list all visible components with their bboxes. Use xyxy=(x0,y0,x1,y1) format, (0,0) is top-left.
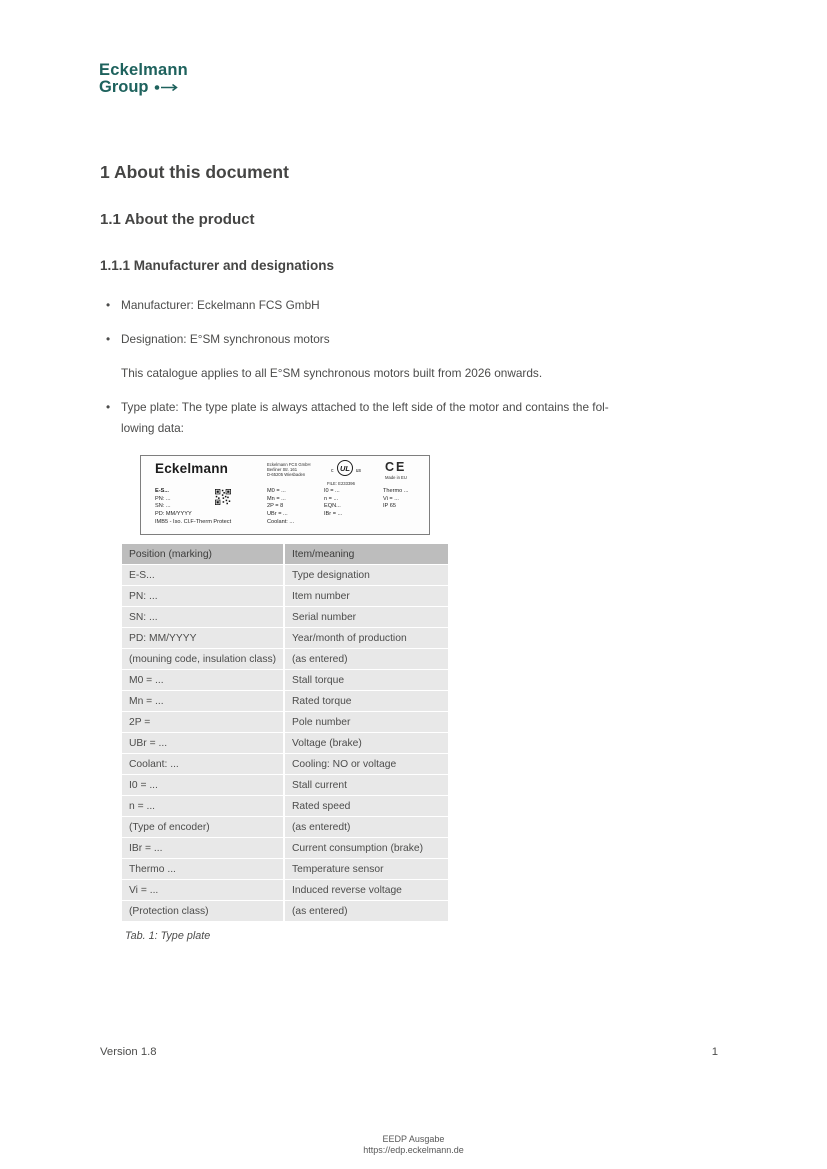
position-cell: Mn = ... xyxy=(122,691,285,711)
plate-field: n = ... xyxy=(324,495,339,502)
position-cell: IBr = ... xyxy=(122,838,285,858)
table-row xyxy=(122,712,448,732)
ce-mark-icon: CE xyxy=(385,460,407,474)
position-cell: SN: ... xyxy=(122,607,285,627)
plate-address xyxy=(267,462,311,478)
plate-address-line: D-65205 Wiesbaden xyxy=(267,472,306,478)
page-number: 1 xyxy=(711,1046,718,1058)
meaning-cell: Temperature sensor xyxy=(285,859,448,879)
plate-field: E-S... xyxy=(155,488,169,494)
meaning-cell: Type designation xyxy=(285,565,448,585)
table-caption: Tab. 1: Type plate xyxy=(125,930,211,942)
position-cell: 2P = xyxy=(122,712,285,732)
body-text xyxy=(100,295,718,452)
table-row xyxy=(122,796,448,816)
table-row xyxy=(122,733,448,753)
logo-brand-text: Eckelmann xyxy=(99,61,188,79)
position-cell: (Type of encoder) xyxy=(122,817,285,837)
meaning-cell: Item number xyxy=(285,586,448,606)
plate-field: I0 = ... xyxy=(324,488,340,494)
table-row xyxy=(122,649,448,669)
plate-col-4 xyxy=(383,488,431,527)
table-header-row xyxy=(122,544,448,564)
footer-version-text: Version 1.8 xyxy=(100,1046,157,1058)
table-row xyxy=(122,817,448,837)
position-cell: UBr = ... xyxy=(122,733,285,753)
stamp-url-text: https://edp.eckelmann.de xyxy=(363,1144,464,1155)
table-row xyxy=(122,754,448,774)
plate-field: Vi = ... xyxy=(383,495,399,502)
ul-logo-text: UL xyxy=(337,460,353,476)
meaning-cell: Rated torque xyxy=(285,691,448,711)
position-cell: E-S... xyxy=(122,565,285,585)
plate-field: Thermo ... xyxy=(383,488,409,494)
logo-arrow-icon xyxy=(154,83,180,92)
plate-brand-text: Eckelmann xyxy=(155,461,229,476)
type-plate-image xyxy=(140,455,430,535)
table-row xyxy=(122,880,448,900)
meaning-cell: (as entered) xyxy=(285,649,448,669)
plate-field: UBr = ... xyxy=(267,511,288,518)
plate-field: SN: ... xyxy=(155,503,171,510)
ul-file-number: FILE: E233396 xyxy=(327,481,355,486)
table-row xyxy=(122,901,448,921)
plate-field: PD: MM/YYYY xyxy=(155,511,192,518)
bullet-designation-text: Designation: E°SM synchronous motors xyxy=(121,332,330,346)
heading-about-the-product: 1.1 About the product xyxy=(100,211,255,228)
bullet-designation xyxy=(100,329,718,350)
position-cell: (mouning code, insulation class) xyxy=(122,649,285,669)
meaning-cell: (as entered) xyxy=(285,901,448,921)
heading-about-this-document: 1 About this document xyxy=(100,162,289,182)
ul-c-text: c xyxy=(331,468,334,474)
plate-field: M0 = ... xyxy=(267,488,286,494)
type-plate-data xyxy=(155,488,431,527)
meaning-cell: Serial number xyxy=(285,607,448,627)
meaning-cell: Stall current xyxy=(285,775,448,795)
bullet-manufacturer xyxy=(100,295,718,316)
plate-field: IBr = ... xyxy=(324,511,343,518)
catalogue-note-text: This catalogue applies to all E°SM synchronous motors built from 2026 onwards. xyxy=(121,366,543,380)
position-cell: PD: MM/YYYY xyxy=(122,628,285,648)
type-plate-table-body xyxy=(122,565,448,921)
position-cell: M0 = ... xyxy=(122,670,285,690)
meaning-cell: Cooling: NO or voltage xyxy=(285,754,448,774)
type-plate-table xyxy=(122,543,448,922)
plate-field: PN: ... xyxy=(155,495,171,502)
type-plate-text-line1: Type plate: The type plate is always attached to the left side of the motor and contains the fol- xyxy=(121,400,609,414)
plate-field: Mn = ... xyxy=(267,495,286,502)
table-row xyxy=(122,670,448,690)
ul-us-text: us xyxy=(355,468,361,474)
plate-col-3 xyxy=(324,488,383,527)
table-row xyxy=(122,838,448,858)
meaning-cell: (as enteredt) xyxy=(285,817,448,837)
table-row xyxy=(122,691,448,711)
plate-field: Coolant: ... xyxy=(267,518,295,525)
bullet-manufacturer-text: Manufacturer: Eckelmann FCS GmbH xyxy=(121,298,320,312)
position-cell: PN: ... xyxy=(122,586,285,606)
header-position-marking: Position (marking) xyxy=(122,544,285,564)
table-row xyxy=(122,628,448,648)
eckelmann-group-logo xyxy=(99,62,188,97)
bullet-type-plate xyxy=(100,397,718,439)
plate-field: EQN... xyxy=(324,503,341,510)
meaning-cell: Current consumption (brake) xyxy=(285,838,448,858)
heading-manufacturer-designations: 1.1.1 Manufacturer and designations xyxy=(100,258,335,273)
table-row xyxy=(122,859,448,879)
table-row xyxy=(122,775,448,795)
table-row xyxy=(122,586,448,606)
meaning-cell: Voltage (brake) xyxy=(285,733,448,753)
plate-col-2 xyxy=(267,488,324,527)
plate-field: IMB5 - Iso. Cl.F-Therm Protect xyxy=(155,518,232,525)
type-plate-text-line2: lowing data: xyxy=(121,421,184,435)
table-row xyxy=(122,565,448,585)
plate-address-line: Berliner Str. 161 xyxy=(267,467,298,473)
position-cell: (Protection class) xyxy=(122,901,285,921)
meaning-cell: Rated speed xyxy=(285,796,448,816)
document-stamp xyxy=(0,1134,827,1155)
plate-address-line: Eckelmann FCS GmbH xyxy=(267,462,311,467)
position-cell: I0 = ... xyxy=(122,775,285,795)
header-item-meaning: Item/meaning xyxy=(285,544,448,564)
position-cell: Coolant: ... xyxy=(122,754,285,774)
position-cell: n = ... xyxy=(122,796,285,816)
position-cell: Vi = ... xyxy=(122,880,285,900)
paragraph-catalogue-note xyxy=(100,363,718,384)
plate-col-1 xyxy=(155,488,267,527)
table-row xyxy=(122,607,448,627)
logo-group-text: Group xyxy=(99,78,149,97)
meaning-cell: Induced reverse voltage xyxy=(285,880,448,900)
plate-field: 2P = 8 xyxy=(267,503,284,510)
ul-listed-icon xyxy=(331,459,361,481)
made-in-eu-text: Made in EU xyxy=(385,475,407,480)
position-cell: Thermo ... xyxy=(122,859,285,879)
stamp-edition-text: EEDP Ausgabe xyxy=(382,1134,445,1144)
meaning-cell: Pole number xyxy=(285,712,448,732)
plate-field: IP 65 xyxy=(383,503,396,510)
meaning-cell: Year/month of production xyxy=(285,628,448,648)
meaning-cell: Stall torque xyxy=(285,670,448,690)
